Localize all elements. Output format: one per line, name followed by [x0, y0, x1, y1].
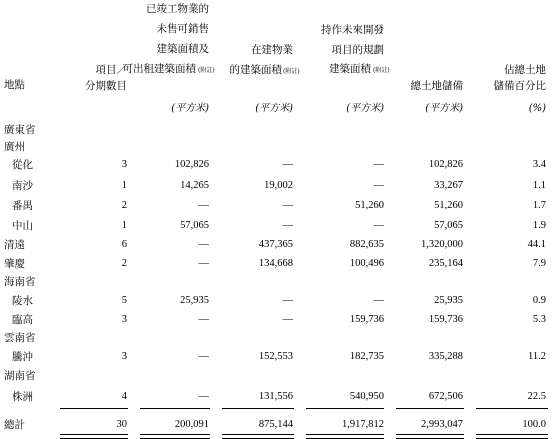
- row-projects: 3: [121, 351, 127, 362]
- province-yunnan: 雲南省: [4, 332, 36, 344]
- total-double-rule: [396, 434, 464, 439]
- total-future: 1,917,812: [342, 419, 384, 430]
- row-location: 清遠: [4, 239, 25, 251]
- row-location: 南沙: [12, 180, 33, 192]
- col-completed-header-4: 可出租建築面積: [122, 63, 196, 75]
- row-future: 540,950: [349, 391, 384, 402]
- col-location-header: 地點: [4, 79, 25, 91]
- row-projects: 1: [121, 180, 127, 191]
- row-under-construction: 19,002: [264, 180, 293, 191]
- row-future: 159,736: [349, 314, 384, 325]
- row-under-construction: —: [282, 200, 293, 211]
- row-future: —: [373, 220, 384, 231]
- unit-percent: (%): [528, 103, 546, 114]
- row-future: 182,735: [349, 351, 384, 362]
- row-location: 騰沖: [12, 351, 33, 363]
- total-percent: 100.0: [522, 419, 546, 430]
- col-future-header-2: 項目的規劃: [331, 44, 384, 56]
- row-under-construction: —: [282, 314, 293, 325]
- row-location: 番禺: [12, 200, 33, 212]
- unit-completed: (平方米): [171, 103, 209, 114]
- col-under-construction-note: (附註): [283, 68, 300, 75]
- subtotal-rule: [396, 408, 464, 409]
- subtotal-rule: [222, 408, 294, 409]
- row-percent: 5.3: [532, 314, 546, 325]
- row-completed: —: [198, 351, 209, 362]
- col-future-note: (附註): [373, 67, 390, 74]
- row-future: —: [373, 159, 384, 170]
- col-percent-header-2: 儲備百分比: [493, 80, 546, 92]
- subtotal-rule: [140, 408, 210, 409]
- row-under-construction: —: [282, 220, 293, 231]
- row-percent: 3.4: [532, 159, 546, 170]
- col-projects-header-2: 分期數目: [85, 80, 127, 92]
- col-future-header-1: 持作未來開發: [321, 24, 384, 36]
- row-percent: 0.9: [532, 295, 546, 306]
- row-total: 1,320,000: [421, 239, 463, 250]
- row-percent: 7.9: [532, 258, 546, 269]
- row-completed: —: [198, 391, 209, 402]
- col-under-construction-header-1: 在建物業: [251, 44, 293, 56]
- row-under-construction: 131,556: [258, 391, 293, 402]
- row-total: 235,164: [428, 258, 463, 269]
- col-total-header: 總土地儲備: [410, 80, 463, 92]
- row-future: —: [373, 180, 384, 191]
- total-completed: 200,091: [174, 419, 209, 430]
- row-completed: —: [198, 200, 209, 211]
- row-future: —: [373, 295, 384, 306]
- total-double-rule: [306, 434, 384, 439]
- row-total: 335,288: [428, 351, 463, 362]
- row-future: 882,635: [349, 239, 384, 250]
- row-under-construction: 134,668: [258, 258, 293, 269]
- row-total: 51,260: [434, 200, 463, 211]
- row-under-construction: —: [282, 295, 293, 306]
- col-completed-note: (附註): [198, 67, 215, 74]
- row-total: 672,506: [428, 391, 463, 402]
- unit-total: (平方米): [425, 103, 463, 114]
- total-total: 2,993,047: [421, 419, 463, 430]
- row-projects: 3: [121, 314, 127, 325]
- total-under-construction: 875,144: [258, 419, 293, 430]
- row-location: 中山: [12, 220, 33, 232]
- row-projects: 5: [121, 295, 127, 306]
- row-future: 100,496: [349, 258, 384, 269]
- total-double-rule: [476, 434, 548, 439]
- province-hunan: 湖南省: [4, 370, 36, 382]
- row-completed: —: [198, 314, 209, 325]
- total-projects: 30: [116, 419, 127, 430]
- row-percent: 22.5: [527, 391, 546, 402]
- row-completed: —: [198, 239, 209, 250]
- row-total: 102,826: [428, 159, 463, 170]
- province-guangdong: 廣東省: [4, 124, 36, 136]
- subtotal-rule: [476, 408, 548, 409]
- col-future-header-3: 建築面積: [329, 63, 371, 75]
- subtotal-rule: [60, 408, 128, 409]
- col-completed-header-3: 建築面積及: [156, 43, 209, 55]
- col-percent-header-1: 佔總土地: [504, 64, 546, 76]
- row-total: 33,267: [434, 180, 463, 191]
- row-percent: 1.9: [532, 220, 546, 231]
- row-future: 51,260: [355, 200, 384, 211]
- row-total: 25,935: [434, 295, 463, 306]
- unit-future: (平方米): [346, 103, 384, 114]
- row-completed: 25,935: [180, 295, 209, 306]
- col-completed-header-2: 未售可銷售: [156, 23, 209, 35]
- row-percent: 1.7: [532, 200, 546, 211]
- row-location: 從化: [12, 159, 33, 171]
- row-projects: 1: [121, 220, 127, 231]
- row-projects: 6: [121, 239, 127, 250]
- row-total: 57,065: [434, 220, 463, 231]
- row-location: 陵水: [12, 295, 33, 307]
- row-completed: 102,826: [174, 159, 209, 170]
- row-projects: 2: [121, 200, 127, 211]
- total-double-rule: [60, 434, 128, 439]
- col-projects-header-1: 項目／: [95, 64, 127, 76]
- row-location: 株洲: [12, 391, 33, 403]
- row-completed: 57,065: [180, 220, 209, 231]
- row-percent: 44.1: [527, 239, 546, 250]
- unit-under-construction: (平方米): [255, 103, 293, 114]
- province-hainan: 海南省: [4, 276, 36, 288]
- row-completed: 14,265: [180, 180, 209, 191]
- total-double-rule: [222, 434, 294, 439]
- row-location: 臨高: [12, 314, 33, 326]
- col-under-construction-header-2: 的建築面積: [229, 64, 282, 76]
- row-under-construction: 437,365: [258, 239, 293, 250]
- subtotal-rule: [306, 408, 384, 409]
- row-completed: —: [198, 258, 209, 269]
- row-under-construction: 152,553: [258, 351, 293, 362]
- row-under-construction: —: [282, 159, 293, 170]
- total-label: 總計: [4, 419, 25, 431]
- row-percent: 11.2: [528, 351, 546, 362]
- total-double-rule: [140, 434, 210, 439]
- row-total: 159,736: [428, 314, 463, 325]
- city-guangzhou: 廣州: [4, 141, 25, 153]
- row-projects: 2: [121, 258, 127, 269]
- row-location: 肇慶: [4, 258, 25, 270]
- row-projects: 3: [121, 159, 127, 170]
- row-projects: 4: [121, 391, 127, 402]
- row-percent: 1.1: [532, 180, 546, 191]
- col-completed-header-1: 已竣工物業的: [146, 3, 209, 15]
